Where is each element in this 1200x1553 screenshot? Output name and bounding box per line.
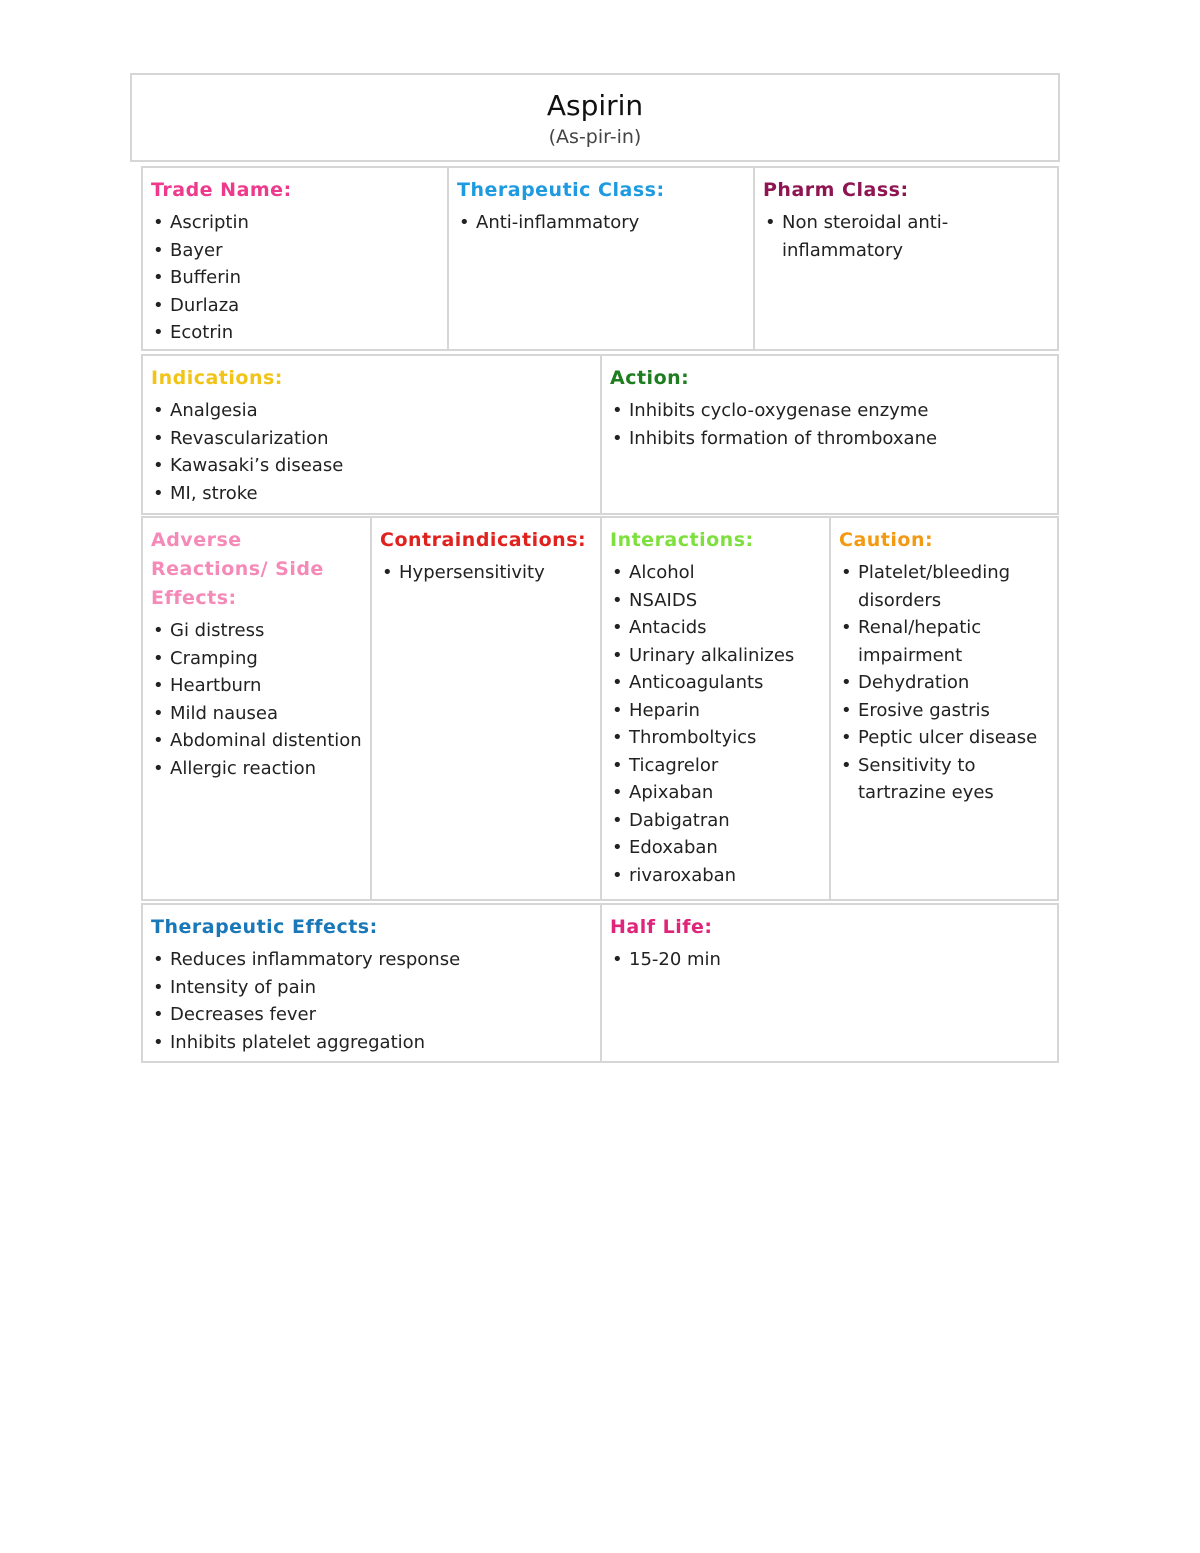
list-item: • Reduces inflammatory response (151, 946, 592, 974)
list-item: • Peptic ulcer disease (839, 724, 1049, 752)
list-item: • Ticagrelor (610, 752, 821, 780)
list-item: • Apixaban (610, 779, 821, 807)
drug-title: Aspirin (546, 89, 644, 122)
list-item: • MI, stroke (151, 480, 592, 508)
action-list (610, 397, 1049, 452)
list-item: • rivaroxaban (610, 862, 821, 890)
action-cell (602, 356, 1057, 513)
list-item: • Ascriptin (151, 209, 439, 237)
caution-cell (831, 518, 1057, 899)
therapeutic-effects-cell (143, 905, 602, 1061)
list-item: • Ecotrin (151, 319, 439, 347)
effects-row (141, 903, 1059, 1063)
list-item: • Decreases fever (151, 1001, 592, 1029)
caution-heading: Caution: (839, 529, 934, 551)
list-item: • Cramping (151, 645, 362, 673)
list-item: • Non steroidal anti-inflammatory (763, 209, 1049, 264)
half-life-cell (602, 905, 1057, 1061)
list-item: • Renal/hepatic impairment (839, 614, 1049, 669)
indications-cell (143, 356, 602, 513)
classification-row (141, 166, 1059, 351)
half-life-list (610, 946, 1049, 974)
therapeutic-class-cell (449, 168, 755, 349)
list-item: • Sensitivity to tartrazine eyes (839, 752, 1049, 807)
list-item: • Alcohol (610, 559, 821, 587)
list-item: • Bufferin (151, 264, 439, 292)
list-item: • Inhibits formation of thromboxane (610, 425, 1049, 453)
list-item: • Dabigatran (610, 807, 821, 835)
list-item: • Bayer (151, 237, 439, 265)
caution-list (839, 559, 1049, 807)
interactions-heading: Interactions: (610, 529, 754, 551)
title-box (130, 73, 1060, 162)
list-item: • Revascularization (151, 425, 592, 453)
list-item: • Allergic reaction (151, 755, 362, 783)
adverse-reactions-cell (143, 518, 372, 899)
contraindications-list (380, 559, 592, 587)
half-life-heading: Half Life: (610, 916, 713, 938)
list-item: • Inhibits cyclo-oxygenase enzyme (610, 397, 1049, 425)
list-item: • Heartburn (151, 672, 362, 700)
list-item: • Urinary alkalinizes (610, 642, 821, 670)
list-item: • Edoxaban (610, 834, 821, 862)
list-item: • Inhibits platelet aggregation (151, 1029, 592, 1057)
list-item: • Durlaza (151, 292, 439, 320)
list-item: • Antacids (610, 614, 821, 642)
list-item: • Kawasaki’s disease (151, 452, 592, 480)
action-heading: Action: (610, 367, 690, 389)
trade-name-cell (143, 168, 449, 349)
therapeutic-class-list (457, 209, 745, 237)
list-item: • Hypersensitivity (380, 559, 592, 587)
list-item: • Mild nausea (151, 700, 362, 728)
list-item: • Intensity of pain (151, 974, 592, 1002)
list-item: • Heparin (610, 697, 821, 725)
contraindications-heading: Contraindications: (380, 529, 587, 551)
interactions-cell (602, 518, 831, 899)
therapeutic-effects-list (151, 946, 592, 1056)
list-item: • Abdominal distention (151, 727, 362, 755)
pharm-class-cell (755, 168, 1057, 349)
indications-heading: Indications: (151, 367, 283, 389)
list-item: • Platelet/bleeding disorders (839, 559, 1049, 614)
list-item: • Anti-inflammatory (457, 209, 745, 237)
trade-name-list (151, 209, 439, 347)
list-item: • Gi distress (151, 617, 362, 645)
list-item: • NSAIDS (610, 587, 821, 615)
indications-action-row (141, 354, 1059, 515)
pronunciation: (As-pir-in) (548, 126, 642, 148)
therapeutic-class-heading: Therapeutic Class: (457, 179, 665, 201)
adverse-reactions-heading: Adverse Reactions/ Side Effects: (151, 529, 324, 609)
contraindications-cell (372, 518, 602, 899)
therapeutic-effects-heading: Therapeutic Effects: (151, 916, 378, 938)
list-item: • Anticoagulants (610, 669, 821, 697)
reactions-row (141, 516, 1059, 901)
pharm-class-heading: Pharm Class: (763, 179, 909, 201)
list-item: • Dehydration (839, 669, 1049, 697)
list-item: • Erosive gastris (839, 697, 1049, 725)
adverse-reactions-list (151, 617, 362, 782)
interactions-list (610, 559, 821, 889)
list-item: • Analgesia (151, 397, 592, 425)
indications-list (151, 397, 592, 507)
pharm-class-list (763, 209, 1049, 264)
list-item: • Thromboltyics (610, 724, 821, 752)
list-item: • 15-20 min (610, 946, 1049, 974)
trade-name-heading: Trade Name: (151, 179, 292, 201)
